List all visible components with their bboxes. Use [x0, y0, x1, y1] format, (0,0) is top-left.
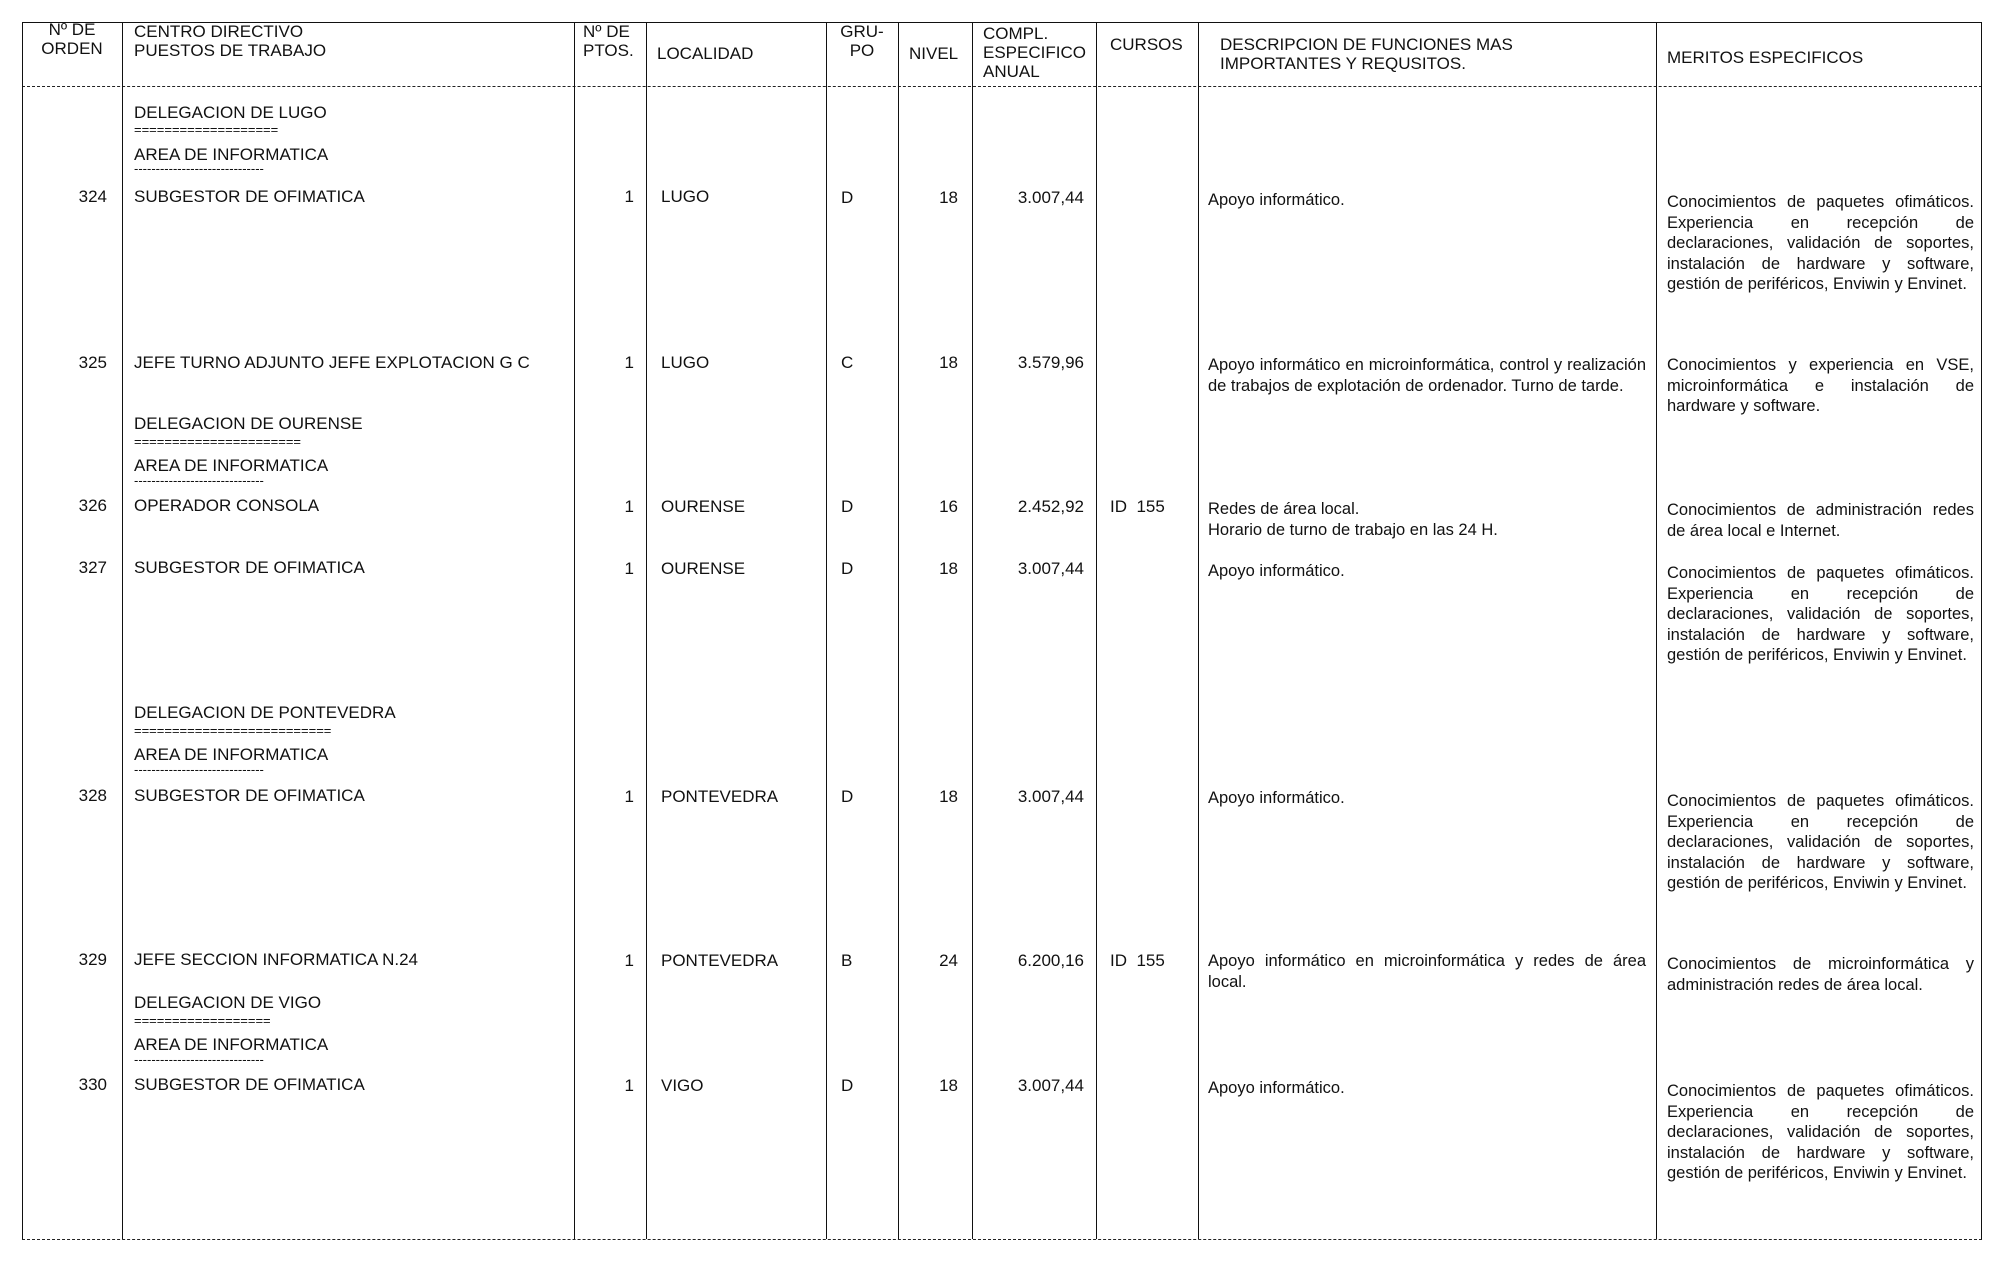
delegacion-heading: DELEGACION DE LUGO: [134, 103, 327, 122]
row-ptos: 1: [624, 353, 634, 372]
area-rule: ------------------------------: [134, 163, 264, 175]
row-ptos: 1: [624, 951, 634, 970]
row-nivel: 16: [939, 497, 958, 516]
row-localidad: PONTEVEDRA: [661, 787, 779, 806]
delegacion-heading: DELEGACION DE VIGO: [134, 993, 322, 1012]
row-nivel: 24: [939, 951, 958, 970]
row-meritos: Conocimientos de paquetes ofimáticos. Experiencia en recepción de declaraciones, validación de soportes, instalación de hardware y software, gestión de periféricos, Enviwin y Envinet.: [1667, 792, 1974, 893]
row-descripcion: Apoyo informático.: [1208, 1079, 1345, 1097]
row-grupo: D: [841, 787, 854, 806]
area-heading: AREA DE INFORMATICA: [134, 145, 329, 164]
header-localidad: LOCALIDAD: [657, 44, 754, 63]
row-grupo: D: [841, 559, 854, 578]
row-compl: 2.452,92: [1017, 497, 1084, 516]
row-orden: 324: [78, 187, 107, 206]
col-border: [646, 22, 647, 1239]
row-localidad: OURENSE: [661, 497, 746, 516]
col-border: [1656, 22, 1657, 1239]
row-ptos: 1: [624, 787, 634, 806]
row-cursos: ID 155: [1110, 951, 1165, 970]
row-meritos: Conocimientos de paquetes ofimáticos. Experiencia en recepción de declaraciones, validación de soportes, instalación de hardware y software, gestión de periféricos, Enviwin y Envinet.: [1667, 1082, 1974, 1183]
header-grupo: GRU- PO: [840, 22, 884, 60]
header-nivel: NIVEL: [909, 44, 959, 63]
delegacion-rule: ======================: [134, 436, 302, 448]
row-localidad: OURENSE: [661, 559, 746, 578]
row-meritos: Conocimientos de paquetes ofimáticos. Experiencia en recepción de declaraciones, validación de soportes, instalación de hardware y software, gestión de periféricos, Enviwin y Envinet.: [1667, 564, 1974, 665]
row-meritos: Conocimientos de administración redes de área local e Internet.: [1667, 501, 1974, 540]
row-ptos: 1: [624, 559, 634, 578]
row-puesto: SUBGESTOR DE OFIMATICA: [134, 558, 365, 577]
row-nivel: 18: [939, 787, 958, 806]
row-compl: 3.007,44: [1017, 787, 1084, 806]
row-grupo: B: [841, 951, 853, 970]
header-orden: Nº DE ORDEN: [41, 20, 103, 58]
row-ptos: 1: [624, 497, 634, 516]
row-grupo: D: [841, 1076, 854, 1095]
header-bottom-border: [22, 86, 1982, 87]
area-rule: ------------------------------: [134, 1054, 264, 1066]
area-rule: ------------------------------: [134, 475, 264, 487]
row-compl: 6.200,16: [1017, 951, 1084, 970]
row-descripcion: Apoyo informático.: [1208, 789, 1345, 807]
row-meritos: Conocimientos y experiencia en VSE, microinformática e instalación de hardware y software.: [1667, 356, 1974, 416]
delegacion-rule: ==========================: [134, 725, 332, 737]
delegacion-rule: ===================: [134, 124, 279, 136]
row-localidad: LUGO: [661, 353, 710, 372]
header-compl: COMPL. ESPECIFICO ANUAL: [983, 24, 1086, 81]
row-localidad: VIGO: [661, 1076, 704, 1095]
delegacion-rule: ==================: [134, 1015, 271, 1027]
row-orden: 330: [78, 1075, 107, 1094]
row-orden: 329: [78, 950, 107, 969]
row-cursos: ID 155: [1110, 497, 1165, 516]
row-compl: 3.007,44: [1017, 188, 1084, 207]
row-nivel: 18: [939, 188, 958, 207]
table-bottom-border: [22, 1239, 1982, 1240]
row-grupo: D: [841, 497, 854, 516]
row-orden: 325: [78, 353, 107, 372]
row-puesto: JEFE TURNO ADJUNTO JEFE EXPLOTACION G C: [134, 353, 530, 372]
col-border: [122, 22, 123, 1239]
row-nivel: 18: [939, 559, 958, 578]
col-border: [826, 22, 827, 1239]
row-descripcion: Apoyo informático en microinformática, control y realización de trabajos de explotación de ordenador. Turno de tarde.: [1208, 356, 1646, 395]
row-meritos: Conocimientos de paquetes ofimáticos. Experiencia en recepción de declaraciones, validación de soportes, instalación de hardware y software, gestión de periféricos, Enviwin y Envinet.: [1667, 193, 1974, 294]
row-compl: 3.007,44: [1017, 1076, 1084, 1095]
col-border: [1198, 22, 1199, 1239]
row-orden: 327: [78, 558, 107, 577]
row-puesto: SUBGESTOR DE OFIMATICA: [134, 187, 365, 206]
row-descripcion: Apoyo informático.: [1208, 191, 1345, 209]
area-heading: AREA DE INFORMATICA: [134, 456, 329, 475]
row-orden: 326: [78, 496, 107, 515]
row-ptos: 1: [624, 187, 634, 206]
row-nivel: 18: [939, 353, 958, 372]
row-descripcion: Apoyo informático.: [1208, 562, 1345, 580]
row-puesto: JEFE SECCION INFORMATICA N.24: [134, 950, 419, 969]
header-meritos: MERITOS ESPECIFICOS: [1667, 48, 1864, 67]
row-nivel: 18: [939, 1076, 958, 1095]
header-centro: CENTRO DIRECTIVO PUESTOS DE TRABAJO: [134, 22, 327, 60]
header-descripcion: DESCRIPCION DE FUNCIONES MAS IMPORTANTES Y REQUSITOS.: [1220, 35, 1513, 73]
col-border: [1981, 22, 1982, 1239]
row-compl: 3.579,96: [1017, 353, 1084, 372]
row-puesto: SUBGESTOR DE OFIMATICA: [134, 786, 365, 805]
area-heading: AREA DE INFORMATICA: [134, 745, 329, 764]
row-ptos: 1: [624, 1076, 634, 1095]
row-localidad: PONTEVEDRA: [661, 951, 779, 970]
header-cursos: CURSOS: [1110, 35, 1183, 54]
area-rule: ------------------------------: [134, 764, 264, 776]
col-border: [1096, 22, 1097, 1239]
delegacion-heading: DELEGACION DE OURENSE: [134, 414, 363, 433]
row-grupo: C: [841, 353, 854, 372]
row-descripcion: Redes de área local. Horario de turno de trabajo en las 24 H.: [1208, 500, 1498, 539]
area-heading: AREA DE INFORMATICA: [134, 1035, 329, 1054]
row-puesto: SUBGESTOR DE OFIMATICA: [134, 1075, 365, 1094]
row-grupo: D: [841, 188, 854, 207]
row-localidad: LUGO: [661, 187, 710, 206]
row-orden: 328: [78, 786, 107, 805]
header-ptos: Nº DE PTOS.: [583, 22, 634, 60]
delegacion-heading: DELEGACION DE PONTEVEDRA: [134, 703, 396, 722]
row-puesto: OPERADOR CONSOLA: [134, 496, 320, 515]
row-compl: 3.007,44: [1017, 559, 1084, 578]
row-meritos: Conocimientos de microinformática y administración redes de área local.: [1667, 955, 1974, 994]
row-descripcion: Apoyo informático en microinformática y redes de área local.: [1208, 952, 1646, 991]
